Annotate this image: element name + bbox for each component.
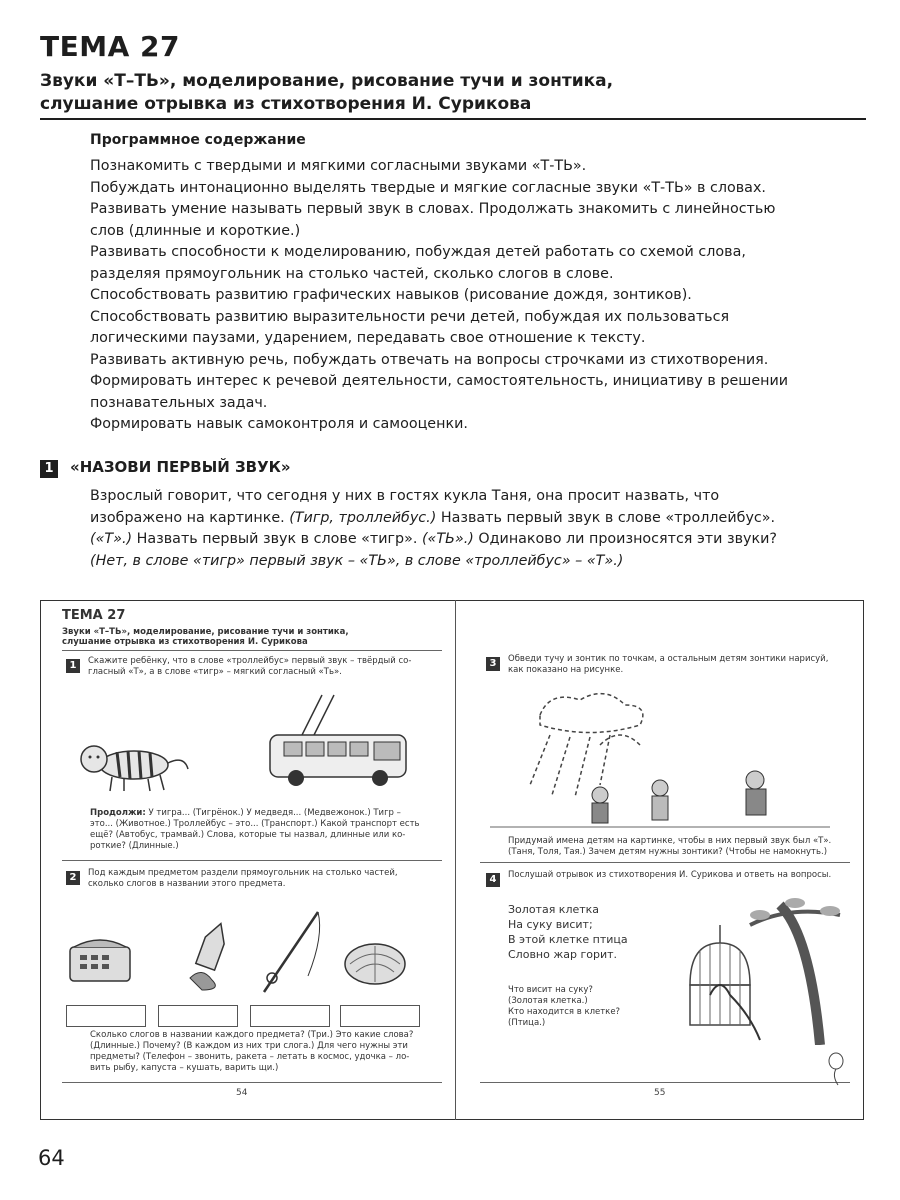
mini-line: (Птица.)	[508, 1018, 546, 1028]
page-number: 64	[38, 1146, 65, 1170]
task-text-span: изображено на картинке.	[90, 509, 290, 526]
mini-line	[90, 808, 420, 819]
program-line: слов (длинные и короткие.)	[90, 222, 301, 239]
rain-cloud-children-illustration	[490, 685, 830, 835]
mini-task-text	[88, 868, 398, 890]
mini-continue-text	[90, 808, 420, 852]
program-line: логическими паузами, ударением, передавать свое отношение к тексту.	[90, 330, 646, 346]
syllable-box[interactable]	[340, 1005, 420, 1027]
task-text-span: Назвать первый звук в слове «тигр».	[132, 531, 422, 547]
mini-rule	[480, 1082, 850, 1083]
mini-question-text	[90, 1030, 413, 1074]
program-line: Формировать интерес к речевой деятельности, самостоятельность, инициативу в решении	[90, 373, 789, 389]
mini-task-text	[508, 654, 828, 676]
mini-task-number: 4	[486, 873, 500, 887]
mini-subtitle	[62, 627, 349, 647]
mini-line: Обведи тучу и зонтик по точкам, а остальным детям зонтики нарисуй,	[508, 654, 829, 664]
mini-line: предметы? (Телефон – звонить, ракета – летать в космос, удочка – ло-	[90, 1052, 410, 1062]
fishing-rod-illustration	[256, 906, 326, 996]
mini-line: Под каждым предметом раздели прямоугольник на столько частей,	[88, 868, 398, 878]
mini-line: (Таня, Толя, Тая.) Зачем детям нужны зонтики? (Чтобы не намокнуть.)	[508, 847, 828, 857]
mini-page-number: 55	[654, 1088, 666, 1098]
mini-names-text	[508, 836, 831, 858]
topic-title: ТЕМА 27	[40, 30, 180, 63]
rocket-illustration	[182, 918, 242, 992]
task-text-span: Назвать первый звук в слове «троллейбус».	[436, 509, 776, 526]
trolleybus-illustration	[262, 690, 412, 790]
mini-line: (Золотая клетка.)	[508, 996, 588, 1006]
mini-line-text: У тигра... (Тигрёнок.) У медведя... (Медвежонок.) Тигр –	[145, 808, 401, 818]
program-line: Способствовать развитию графических навыков (рисование дождя, зонтиков).	[90, 287, 692, 303]
golden-cage-illustration	[660, 895, 850, 1045]
topic-subtitle-line-1: Звуки «Т–ТЬ», моделирование, рисование тучи и зонтика,	[40, 71, 614, 91]
mini-line: как показано на рисунке.	[508, 665, 624, 675]
mini-line: сколько слогов в названии этого предмета.	[88, 879, 286, 889]
syllable-box[interactable]	[158, 1005, 238, 1027]
mini-line: это... (Животное.) Троллейбус – это... (Транспорт.) Какой транспорт есть	[90, 819, 420, 829]
program-list	[90, 156, 870, 436]
task-text-span: Одинаково ли произносятся эти звуки?	[473, 531, 777, 547]
task-answer: («Т».)	[90, 531, 133, 547]
topic-subtitle	[40, 70, 870, 116]
mini-subtitle-line: слушание отрывка из стихотворения И. Сурикова	[62, 637, 308, 647]
task-line	[90, 529, 870, 551]
mini-topic-title: ТЕМА 27	[62, 608, 126, 623]
mini-line: Послушай отрывок из стихотворения И. Сурикова и ответь на вопросы.	[508, 870, 832, 880]
program-line: Познакомить с твердыми и мягкими согласными звуками «Т-ТЬ».	[90, 158, 587, 174]
mini-task-number: 3	[486, 657, 500, 671]
mini-task-text	[88, 656, 411, 678]
balloon-icon	[826, 1052, 846, 1086]
mini-line: гласный «Т», а в слове «тигр» – мягкий согласный «Ть».	[88, 667, 342, 677]
program-heading: Программное содержание	[90, 132, 306, 148]
mini-task-number: 1	[66, 659, 80, 673]
tiger-illustration	[72, 735, 192, 795]
mini-line: Придумай имена детям на картинке, чтобы в них первый звук был «Т».	[508, 836, 832, 846]
mini-task-text	[508, 870, 831, 881]
poem-line: В этой клетке птица	[508, 933, 628, 946]
program-line: разделяя прямоугольник на столько частей, сколько слогов в слове.	[90, 265, 614, 282]
mini-page-number: 54	[236, 1088, 248, 1098]
mini-line: Сколько слогов в названии каждого предмета? (Три.) Это какие слова?	[90, 1030, 414, 1040]
task-description	[90, 486, 870, 572]
spread-fold	[455, 600, 456, 1120]
mini-line: ещё? (Автобус, трамвай.) Слова, которые ты назвал, длинные или ко-	[90, 830, 406, 840]
syllable-box[interactable]	[250, 1005, 330, 1027]
poem	[508, 902, 628, 962]
topic-subtitle-line-2: слушание отрывка из стихотворения И. Сурикова	[40, 94, 532, 114]
task-answer: («ТЬ».)	[421, 531, 474, 547]
mini-subtitle-line: Звуки «Т–ТЬ», моделирование, рисование тучи и зонтика,	[62, 627, 349, 637]
mini-line: (Длинные.) Почему? (В каждом из них три слога.) Для чего нужны эти	[90, 1041, 408, 1051]
program-line: Развивать активную речь, побуждать отвечать на вопросы строчками из стихотворения.	[90, 351, 769, 368]
program-line: Развивать способности к моделированию, побуждая детей работать со схемой слова,	[90, 244, 746, 260]
mini-qa	[508, 985, 620, 1029]
task-line	[90, 508, 870, 530]
syllable-box[interactable]	[66, 1005, 146, 1027]
mini-rule	[62, 860, 442, 861]
telephone-illustration	[66, 935, 136, 985]
mini-task-number: 2	[66, 871, 80, 885]
task-answer: (Тигр, троллейбус.)	[289, 509, 437, 526]
task-answer-line: (Нет, в слове «тигр» первый звук – «ТЬ», в слове «троллейбус» – «Т».)	[90, 552, 624, 569]
mini-line: Кто находится в клетке?	[508, 1007, 621, 1017]
mini-rule	[62, 1082, 442, 1083]
mini-line: роткие? (Длинные.)	[90, 841, 179, 851]
mini-line: Скажите ребёнку, что в слове «троллейбус» первый звук – твёрдый со-	[88, 656, 412, 666]
poem-line: Словно жар горит.	[508, 948, 618, 961]
task-title: «НАЗОВИ ПЕРВЫЙ ЗВУК»	[70, 458, 291, 476]
program-line: познавательных задач.	[90, 394, 268, 411]
task-line: Взрослый говорит, что сегодня у них в гостях кукла Таня, она просит назвать, что	[90, 488, 720, 504]
task-number-badge: 1	[40, 460, 58, 478]
program-line: Способствовать развитию выразительности речи детей, побуждая их пользоваться	[90, 308, 730, 325]
mini-line: вить рыбу, капуста – кушать, варить щи.)	[90, 1063, 279, 1073]
program-line: Побуждать интонационно выделять твердые и мягкие согласные звуки «Т-ТЬ» в словах.	[90, 179, 766, 196]
program-line: Развивать умение называть первый звук в словах. Продолжать знакомить с линейностью	[90, 201, 776, 217]
mini-rule	[480, 862, 850, 863]
program-line: Формировать навык самоконтроля и самооценки.	[90, 416, 468, 432]
mini-rule	[62, 650, 442, 651]
mini-continue-label: Продолжи:	[90, 808, 146, 818]
poem-line: Золотая клетка	[508, 903, 600, 916]
cabbage-illustration	[340, 938, 410, 988]
mini-line: Что висит на суку?	[508, 985, 593, 995]
poem-line: На суку висит;	[508, 918, 593, 931]
header-rule	[40, 118, 866, 120]
